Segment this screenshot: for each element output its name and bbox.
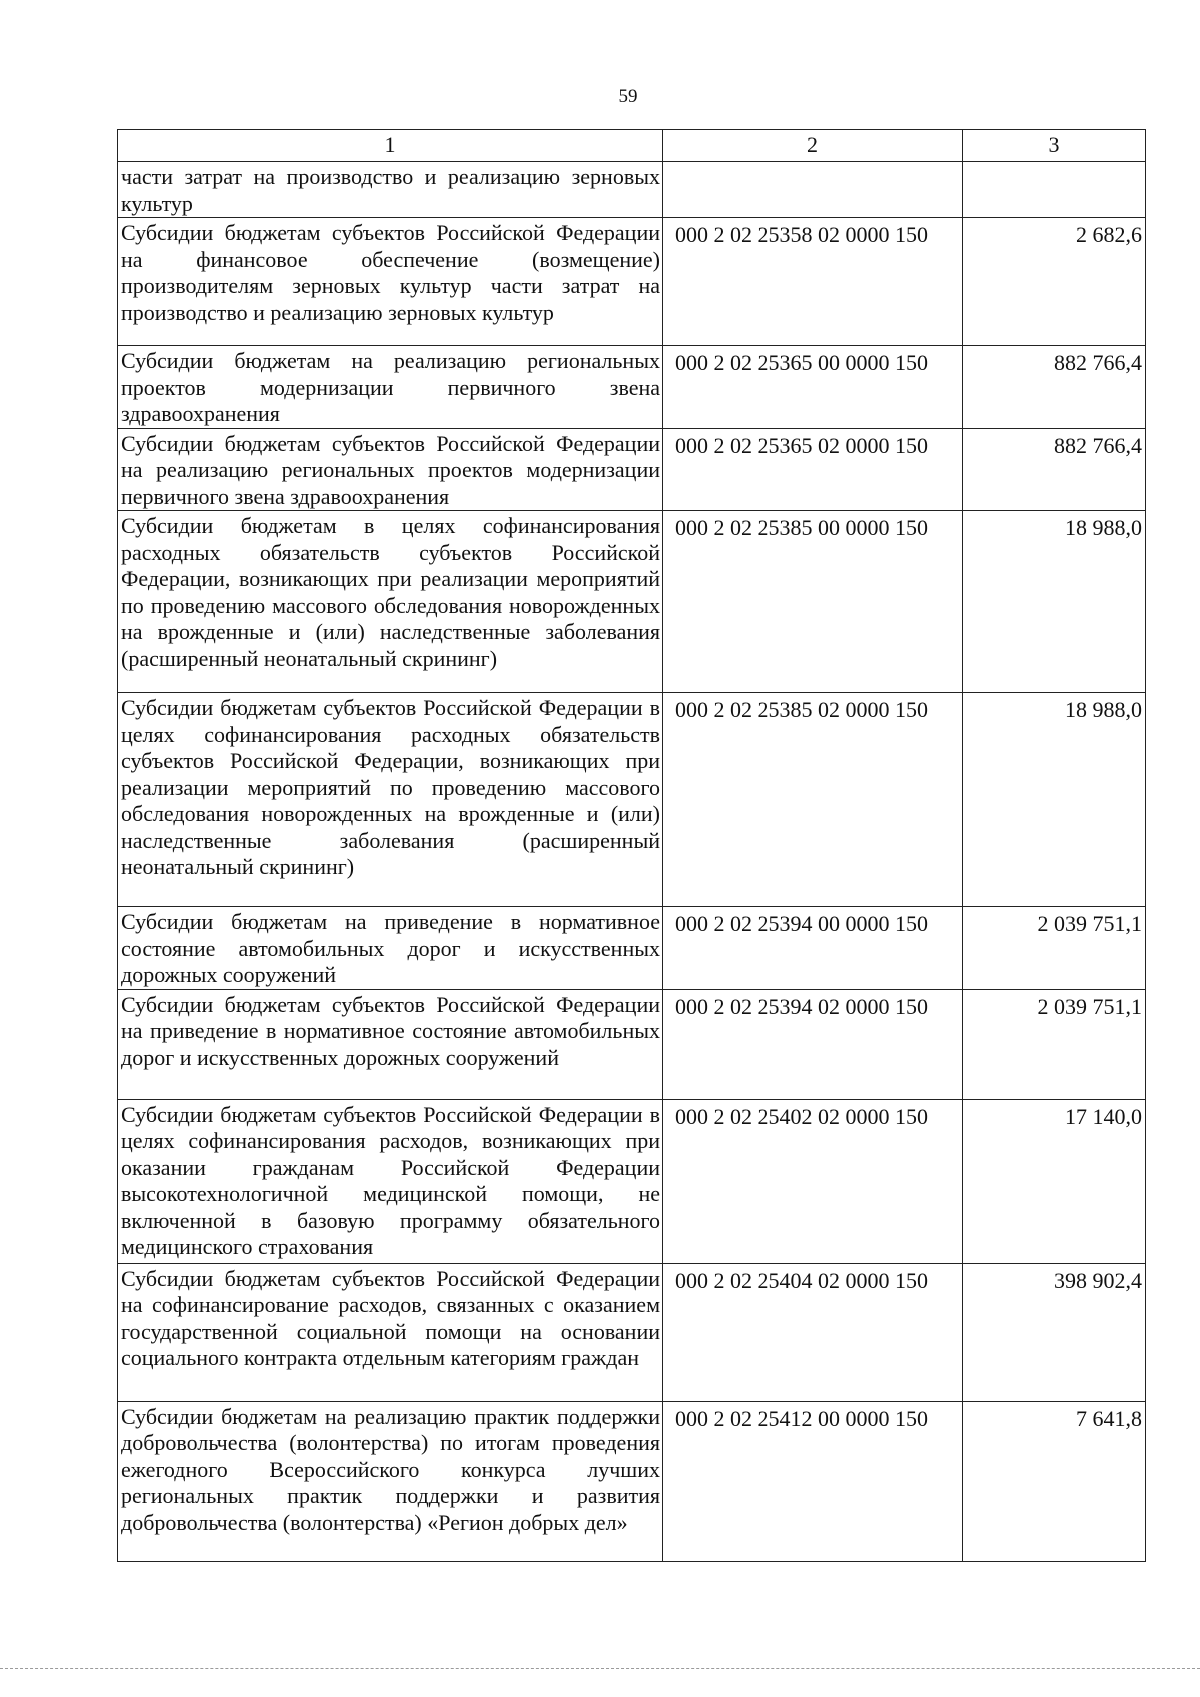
row-description: Субсидии бюджетам субъектов Российской Федерации в целях софинансирования расходных обязательств субъектов Российской Федерации, возникающих при реализации мероприятий по проведению массового обследования новорожденных на врожденные и (или) наследственные заболевания (расширенный неонатальный скрининг): [118, 693, 663, 907]
row-amount: 7 641,8: [963, 1401, 1146, 1561]
table-row: [118, 1401, 1146, 1561]
column-header-1: 1: [118, 130, 663, 162]
row-description: Субсидии бюджетам субъектов Российской Федерации на финансовое обеспечение (возмещение) производителям зерновых культур части затрат на производство и реализацию зерновых культур: [118, 218, 663, 346]
row-amount: 882 766,4: [963, 346, 1146, 429]
table-row: [118, 218, 1146, 346]
table-row: [118, 162, 1146, 218]
row-amount: 882 766,4: [963, 428, 1146, 511]
column-header-2: 2: [663, 130, 963, 162]
row-description: Субсидии бюджетам субъектов Российской Федерации на реализацию региональных проектов модернизации первичного звена здравоохранения: [118, 428, 663, 511]
column-header-3: 3: [963, 130, 1146, 162]
row-amount: 2 039 751,1: [963, 907, 1146, 990]
budget-table: [117, 129, 1146, 1562]
table-row: [118, 693, 1146, 907]
row-amount: 2 039 751,1: [963, 989, 1146, 1099]
row-description: Субсидии бюджетам на реализацию региональных проектов модернизации первичного звена здравоохранения: [118, 346, 663, 429]
row-budget-code: 000 2 02 25365 02 0000 150: [663, 428, 963, 511]
table-row: [118, 1099, 1146, 1263]
row-budget-code: 000 2 02 25394 00 0000 150: [663, 907, 963, 990]
row-description: Субсидии бюджетам на приведение в нормативное состояние автомобильных дорог и искусственных дорожных сооружений: [118, 907, 663, 990]
row-budget-code: 000 2 02 25412 00 0000 150: [663, 1401, 963, 1561]
row-description: Субсидии бюджетам субъектов Российской Федерации в целях софинансирования расходов, возникающих при оказании гражданам Российской Федерации высокотехнологичной медицинской помощи, не включенной в базовую программу обязательного медицинского страхования: [118, 1099, 663, 1263]
row-description: части затрат на производство и реализацию зерновых культур: [118, 162, 663, 218]
table-row: [118, 511, 1146, 693]
row-amount: 2 682,6: [963, 218, 1146, 346]
row-amount: [963, 162, 1146, 218]
row-description: Субсидии бюджетам субъектов Российской Федерации на софинансирование расходов, связанных с оказанием государственной социальной помощи на основании социального контракта отдельным категориям граждан: [118, 1263, 663, 1401]
table-row: [118, 346, 1146, 429]
table-row: [118, 989, 1146, 1099]
row-description: Субсидии бюджетам субъектов Российской Федерации на приведение в нормативное состояние автомобильных дорог и искусственных дорожных сооружений: [118, 989, 663, 1099]
row-budget-code: 000 2 02 25402 02 0000 150: [663, 1099, 963, 1263]
row-budget-code: 000 2 02 25404 02 0000 150: [663, 1263, 963, 1401]
table-row: [118, 907, 1146, 990]
row-description: Субсидии бюджетам в целях софинансирования расходных обязательств субъектов Российской Федерации, возникающих при реализации мероприятий по проведению массового обследования новорожденных на врожденные и (или) наследственные заболевания (расширенный неонатальный скрининг): [118, 511, 663, 693]
row-budget-code: 000 2 02 25365 00 0000 150: [663, 346, 963, 429]
row-budget-code: 000 2 02 25385 02 0000 150: [663, 693, 963, 907]
row-description: Субсидии бюджетам на реализацию практик поддержки добровольчества (волонтерства) по итогам проведения ежегодного Всероссийского конкурса лучших региональных практик поддержки и развития добровольчества (волонтерства) «Регион добрых дел»: [118, 1401, 663, 1561]
table-row: [118, 1263, 1146, 1401]
row-amount: 18 988,0: [963, 693, 1146, 907]
row-amount: 398 902,4: [963, 1263, 1146, 1401]
row-budget-code: 000 2 02 25358 02 0000 150: [663, 218, 963, 346]
row-budget-code: 000 2 02 25394 02 0000 150: [663, 989, 963, 1099]
page-number: 59: [618, 86, 638, 107]
row-amount: 17 140,0: [963, 1099, 1146, 1263]
table-header-row: [118, 130, 1146, 162]
row-amount: 18 988,0: [963, 511, 1146, 693]
scan-margin-line: [0, 1668, 1200, 1669]
table-row: [118, 428, 1146, 511]
row-budget-code: 000 2 02 25385 00 0000 150: [663, 511, 963, 693]
row-budget-code: [663, 162, 963, 218]
